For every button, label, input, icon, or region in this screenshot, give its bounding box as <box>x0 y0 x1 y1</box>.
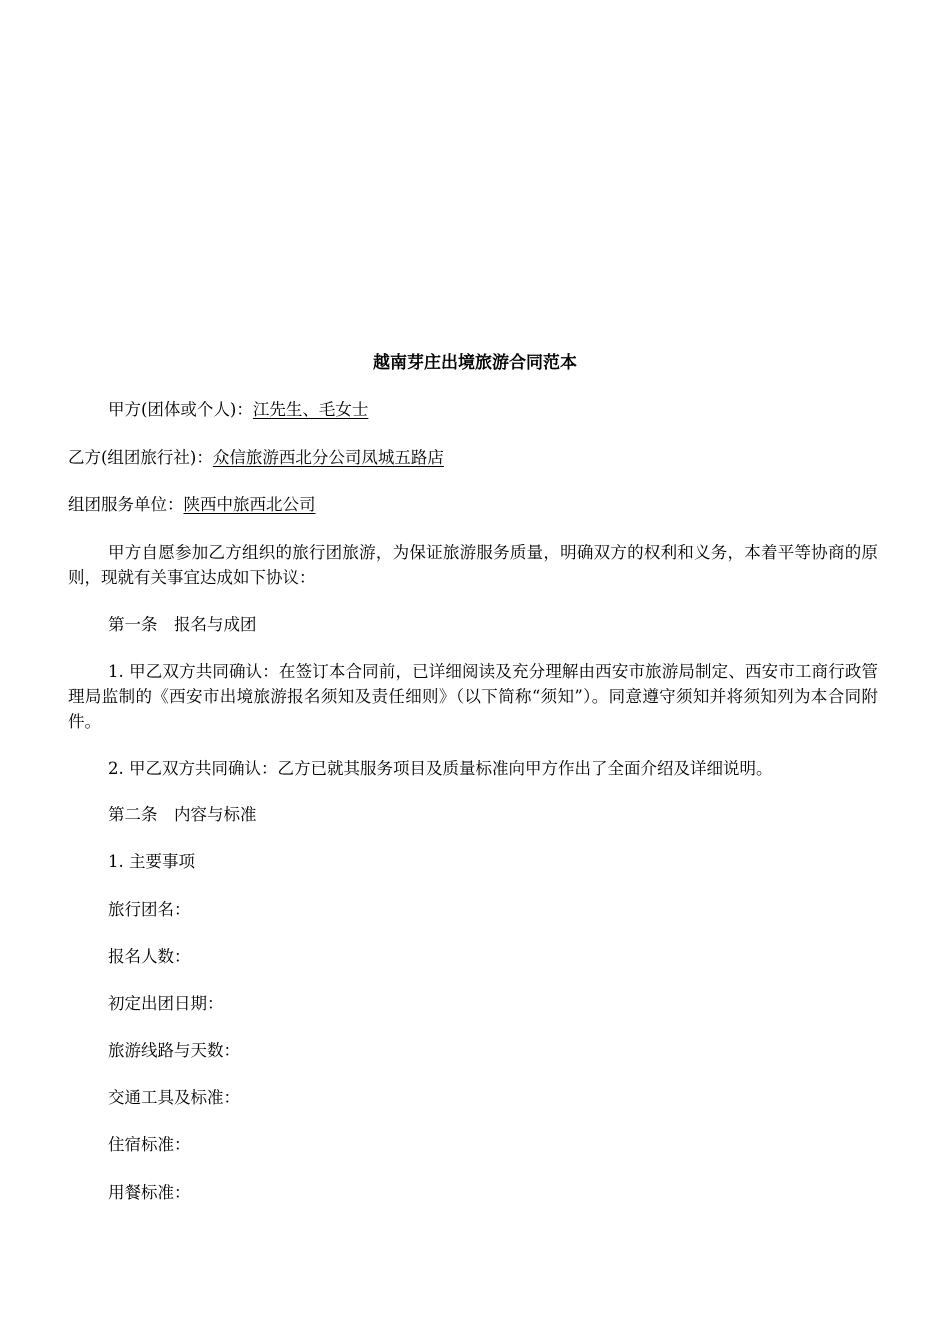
service-unit-line <box>68 493 316 517</box>
party-b-line <box>68 446 444 470</box>
party-a-value: 江先生、毛女士 <box>252 400 369 419</box>
service-unit-label: 组团服务单位： <box>68 495 184 514</box>
article-1-item-1: 1. 甲乙双方共同确认：在签订本合同前，已详细阅读及充分理解由西安市旅游局制定、西安市工商行政管理局监制的《西安市出境旅游报名须知及责任细则》（以下简称“须知”）。同意遵守须知并将须知列为本合同附件。 <box>68 662 878 731</box>
article-1-heading: 第一条 报名与成团 <box>108 615 257 634</box>
field-transport-standard: 交通工具及标准： <box>108 1088 240 1107</box>
intro-paragraph: 甲方自愿参加乙方组织的旅行团旅游，为保证旅游服务质量，明确双方的权利和义务，本着平等协商的原则，现就有关事宜达成如下协议： <box>68 543 878 587</box>
field-departure-date: 初定出团日期： <box>108 994 224 1013</box>
party-a-label: 甲方(团体或个人)： <box>108 400 253 419</box>
party-a-line <box>108 398 368 422</box>
party-b-label: 乙方(组团旅行社)： <box>68 448 213 467</box>
field-enrollment-count: 报名人数： <box>108 947 191 966</box>
field-tour-group-name: 旅行团名： <box>108 900 191 919</box>
field-route-and-days: 旅游线路与天数： <box>108 1041 240 1060</box>
article-1-item-2: 2. 甲乙双方共同确认：乙方已就其服务项目及质量标准向甲方作出了全面介绍及详细说明。 <box>108 759 773 778</box>
party-b-value: 众信旅游西北分公司凤城五路店 <box>212 448 444 467</box>
document-title: 越南芽庄出境旅游合同范本 <box>373 353 577 373</box>
field-accommodation-standard: 住宿标准： <box>108 1135 191 1154</box>
service-unit-value: 陕西中旅西北公司 <box>183 495 316 514</box>
field-meal-standard: 用餐标准： <box>108 1183 191 1202</box>
article-2-subheading: 1. 主要事项 <box>108 852 195 871</box>
article-2-heading: 第二条 内容与标准 <box>108 805 257 824</box>
